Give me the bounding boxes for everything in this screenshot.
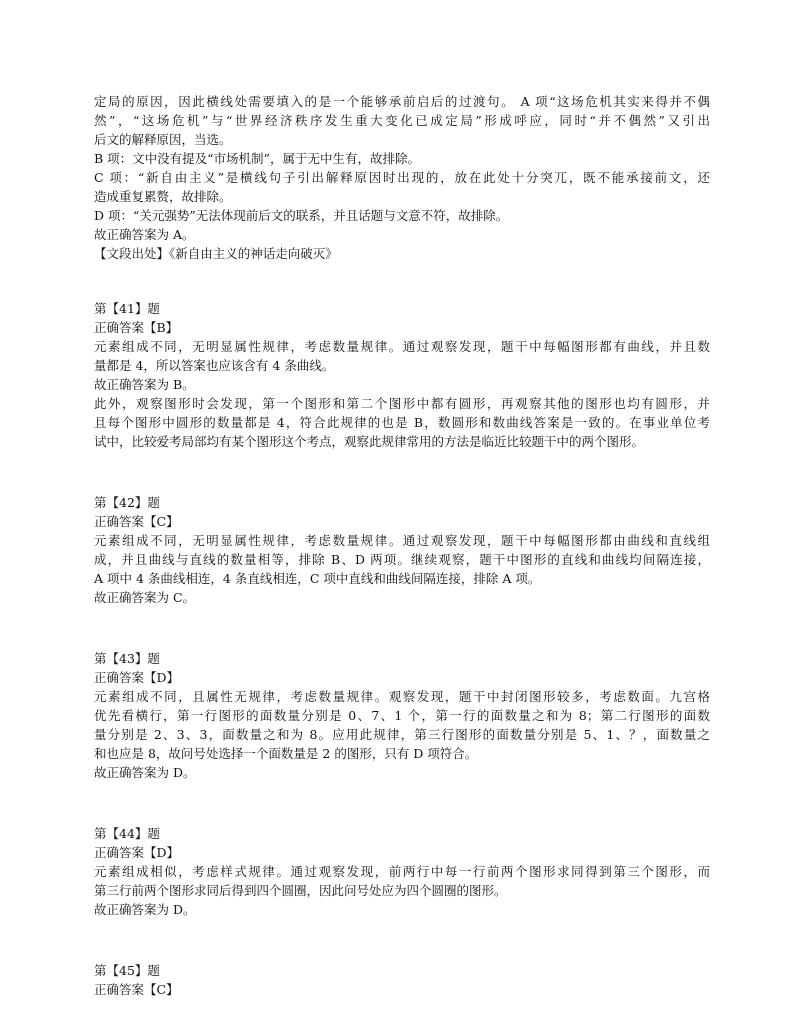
explanation-line: 量分别是 2、3、3，面数量之和为 8。应用此规律，第三行图形的面数量分别是 5、1、？，面数量之 [94, 727, 710, 742]
question-number: 第【45】题 [94, 963, 160, 978]
question-block-45 [94, 961, 710, 999]
intro-line: 造成重复累赘，故排除。 [94, 189, 232, 204]
document-page [94, 92, 710, 999]
correct-answer: 正确答案【C】 [94, 514, 179, 529]
question-number: 第【42】题 [94, 495, 160, 510]
explanation-line: 量都是 4，所以答案也应该含有 4 条曲线。 [94, 358, 335, 373]
intro-line: D 项：“关元强势”无法体现前后文的联系，并且话题与文意不符，故排除。 [94, 208, 509, 223]
intro-explanation [94, 92, 710, 263]
explanation-line: 和也应是 8，故问号处选择一个面数量是 2 的图形，只有 D 项符合。 [94, 746, 478, 761]
question-number: 第【44】题 [94, 826, 160, 841]
explanation-line: 元素组成相似，考虑样式规律。通过观察发现，前两行中每一行前两个图形求同得到第三个图形，而 [94, 864, 710, 879]
explanation-line: 元素组成不同，无明显属性规律，考虑数量规律。通过观察发现，题干中每幅图形都有曲线，并且数 [94, 339, 710, 354]
explanation-line: 试中，比较爱考局部均有某个图形这个考点，观察此规律常用的方法是临近比较题干中的两个图形。 [94, 434, 645, 449]
explanation-line: 第三行前两个图形求同后得到四个圆圈，因此问号处应为四个圆圈的图形。 [94, 883, 507, 898]
explanation-line: 故正确答案为 D。 [94, 765, 196, 780]
explanation-line: 且每个图形中圆形的数量都是 4，符合此规律的也是 B，数圆形和数曲线答案是一致的。在事业单位考 [94, 415, 710, 430]
explanation-line: 故正确答案为 C。 [94, 590, 196, 605]
correct-answer: 正确答案【D】 [94, 670, 180, 685]
explanation-line: 成，并且曲线与直线的数量相等，排除 B、D 两项。继续观察，题干中图形的直线和曲线均间隔连接， [94, 552, 710, 567]
question-block-43 [94, 649, 710, 782]
question-number: 第【41】题 [94, 301, 160, 316]
source-line: 【文段出处】《新自由主义的神话走向破灭》 [94, 246, 338, 261]
explanation-line: 元素组成不同，无明显属性规律，考虑数量规律。通过观察发现，题干中每幅图形都由曲线和直线组 [94, 533, 710, 548]
question-block-42 [94, 493, 710, 607]
intro-line: 然”，“这场危机”与“世界经济秩序发生重大变化已成定局”形成呼应，同时“并不偶然”又引出 [94, 113, 710, 128]
explanation-line: 此外，观察图形时会发现，第一个图形和第二个图形中都有圆形，再观察其他的图形也均有圆形，并 [94, 396, 710, 411]
explanation-line: 故正确答案为 D。 [94, 902, 196, 917]
question-block-44 [94, 824, 710, 919]
intro-line: C 项：“新自由主义”是横线句子引出解释原因时出现的，放在此处十分突兀，既不能承接前文，还 [94, 170, 710, 185]
intro-line: 故正确答案为 A。 [94, 227, 195, 242]
intro-line: B 项：文中没有提及“市场机制”，属于无中生有，故排除。 [94, 151, 420, 166]
explanation-line: A 项中 4 条曲线相连，4 条直线相连，C 项中直线和曲线间隔连接，排除 A 项。 [94, 571, 541, 586]
question-block-41 [94, 299, 710, 451]
explanation-line: 优先看横行，第一行图形的面数量分别是 0、7、1 个，第一行的面数量之和为 8；第二行图形的面数 [94, 708, 710, 723]
correct-answer: 正确答案【C】 [94, 982, 179, 997]
intro-line: 定局的原因，因此横线处需要填入的是一个能够承前启后的过渡句。 A 项“这场危机其实来得并不偶 [94, 94, 710, 109]
question-number: 第【43】题 [94, 651, 160, 666]
correct-answer: 正确答案【B】 [94, 320, 179, 335]
explanation-line: 元素组成不同，且属性无规律，考虑数量规律。观察发现，题干中封闭图形较多，考虑数面。九宫格 [94, 689, 710, 704]
intro-line: 后文的解释原因，当选。 [94, 132, 232, 147]
explanation-line: 故正确答案为 B。 [94, 377, 195, 392]
correct-answer: 正确答案【D】 [94, 845, 180, 860]
